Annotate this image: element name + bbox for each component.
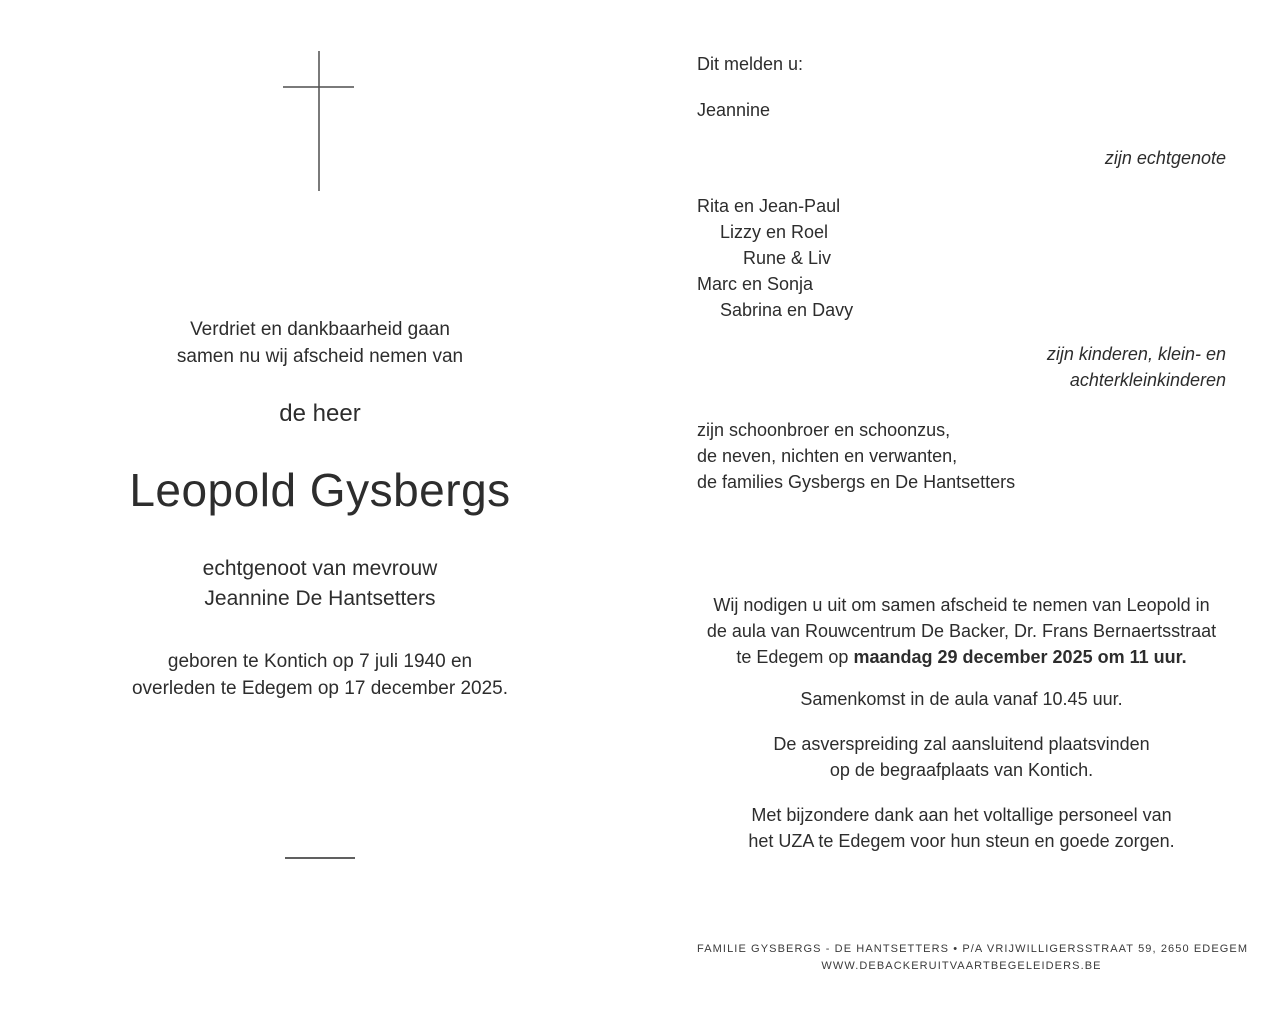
announcement-heading: Dit melden u:: [697, 54, 804, 74]
invitation-line: de aula van Rouwcentrum De Backer, Dr. Frans Bernaertsstraat: [706, 621, 1217, 641]
divider-line: [285, 857, 355, 859]
family-name-line: Marc en Sonja: [697, 274, 814, 294]
ashes-line: op de begraafplaats van Kontich.: [829, 760, 1094, 780]
footer-website: WWW.DEBACKERUITVAARTBEGELEIDERS.BE: [821, 960, 1102, 972]
children-role-line: achterkleinkinderen: [1069, 370, 1226, 390]
birth-date-line: geboren te Kontich op 7 juli 1940 en: [167, 651, 473, 672]
children-role-line: zijn kinderen, klein- en: [1046, 344, 1226, 364]
relatives-text: [697, 417, 1226, 495]
funeral-datetime: maandag 29 december 2025 om 11 uur.: [853, 647, 1187, 667]
cross-icon: [283, 50, 355, 192]
ashes-ceremony-text: [697, 731, 1226, 783]
salutation: de heer: [279, 400, 361, 427]
family-name-line: Rune & Liv: [743, 248, 832, 268]
family-name-line: Rita en Jean-Paul: [697, 196, 841, 216]
family-name-line: Lizzy en Roel: [720, 222, 829, 242]
family-name-line: Sabrina en Davy: [720, 300, 854, 320]
acknowledgement-text: [697, 802, 1226, 854]
footer-contact: FAMILIE GYSBERGS - DE HANTSETTERS • P/A VRIJWILLIGERSSTRAAT 59, 2650 EDEGEM: [697, 943, 1249, 955]
family-names-list: [697, 193, 1226, 323]
children-role-label: [697, 341, 1226, 393]
spouse-intro: [0, 554, 640, 614]
ashes-line: De asverspreiding zal aansluitend plaatsvinden: [773, 734, 1150, 754]
relatives-line: zijn schoonbroer en schoonzus,: [697, 420, 951, 440]
birth-death-dates: [0, 648, 640, 702]
death-date-line: overleden te Edegem op 17 december 2025.: [131, 678, 509, 699]
intro-line: Verdriet en dankbaarheid gaan: [190, 319, 450, 340]
invitation-line: [697, 644, 1226, 670]
spouse-name: Jeannine De Hantsetters: [204, 587, 436, 610]
invitation-text: [697, 592, 1226, 670]
spouse-role-label: zijn echtgenote: [1104, 148, 1226, 168]
intro-text: [0, 316, 640, 370]
spouse-intro-line: echtgenoot van mevrouw: [202, 557, 438, 580]
gathering-text: Samenkomst in de aula vanaf 10.45 uur.: [800, 689, 1123, 709]
relatives-line: de families Gysbergs en De Hantsetters: [697, 472, 1016, 492]
footer: [697, 941, 1249, 975]
acknowledgement-line: het UZA te Edegem voor hun steun en goede zorgen.: [748, 831, 1175, 851]
intro-line: samen nu wij afscheid nemen van: [176, 346, 464, 367]
relatives-line: de neven, nichten en verwanten,: [697, 446, 958, 466]
deceased-name: Leopold Gysbergs: [129, 464, 511, 516]
announcer-spouse-name: Jeannine: [697, 100, 771, 120]
invitation-line: Wij nodigen u uit om samen afscheid te nemen van Leopold in: [713, 595, 1210, 615]
invitation-line-normal: te Edegem op: [736, 647, 854, 667]
acknowledgement-line: Met bijzondere dank aan het voltallige personeel van: [751, 805, 1172, 825]
